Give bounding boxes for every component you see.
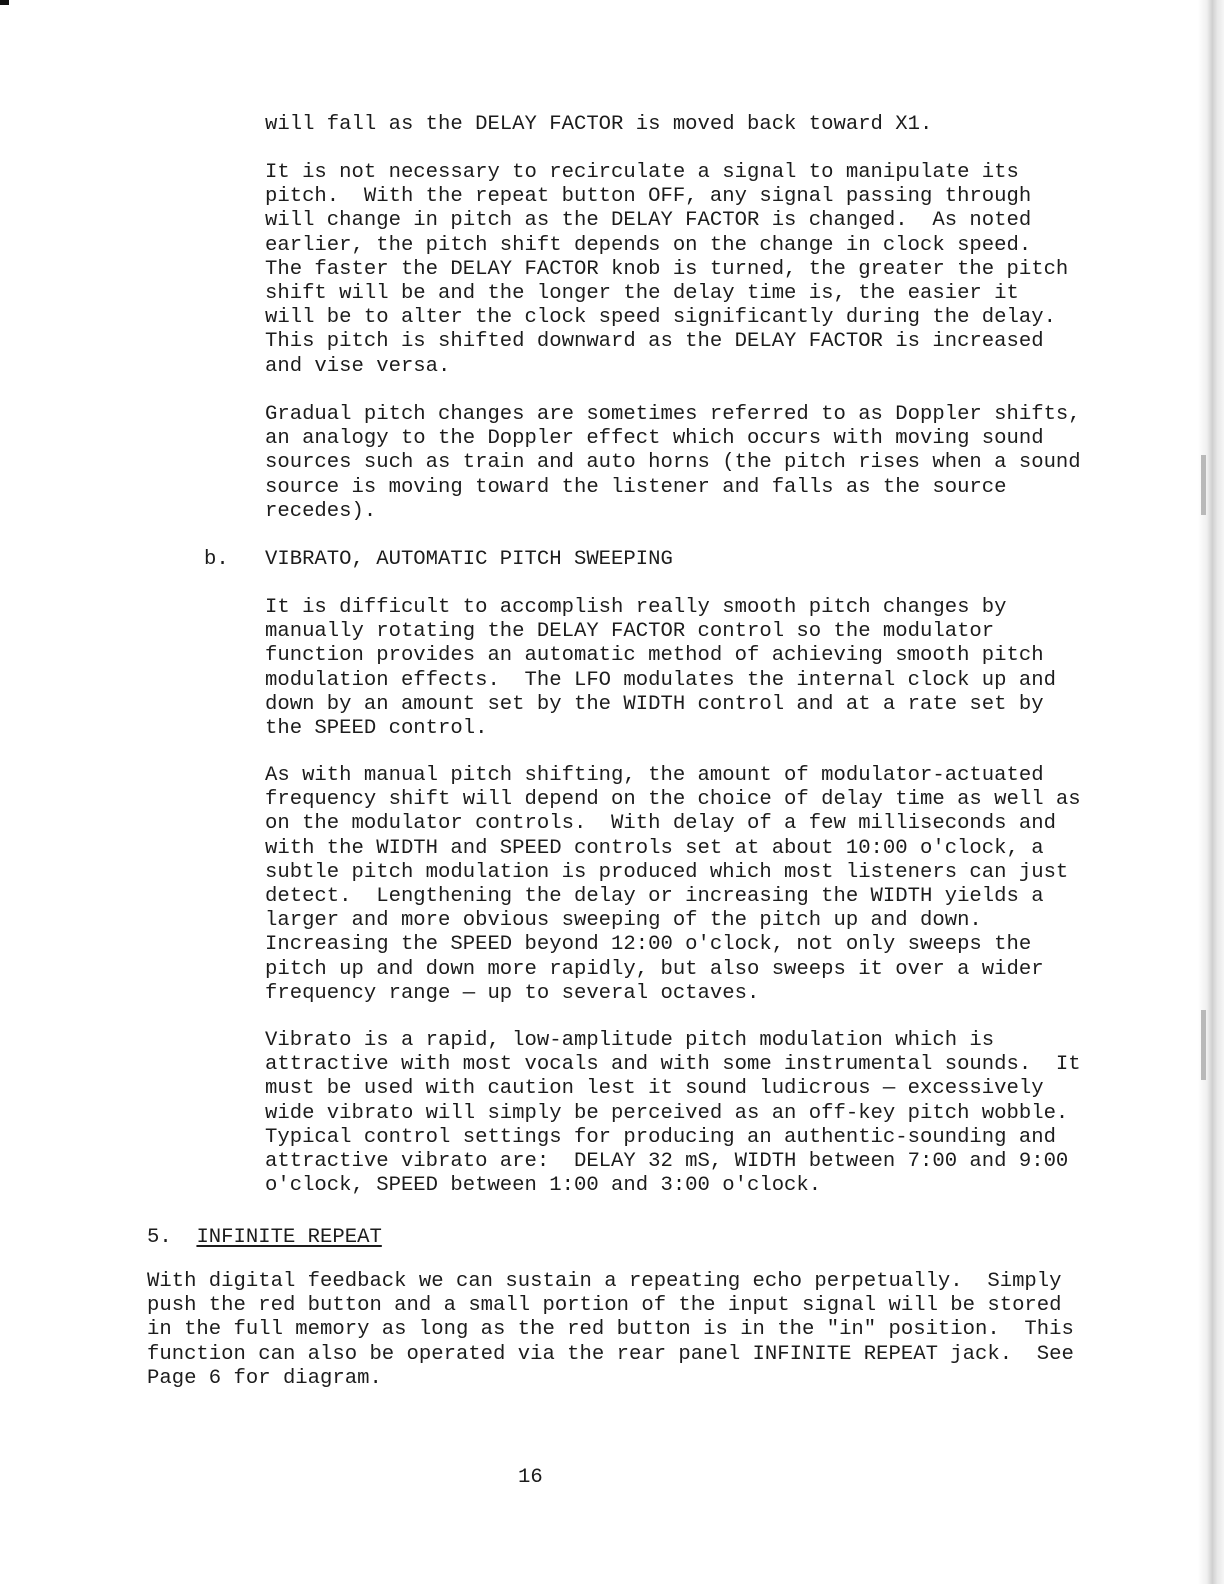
text-line: down by an amount set by the WIDTH control and at a rate set by <box>265 692 1044 716</box>
text-line: attractive with most vocals and with some instrumental sounds. It <box>265 1053 1081 1077</box>
text-line: As with manual pitch shifting, the amount of modulator-actuated <box>265 764 1044 787</box>
section-number: 5. <box>147 1226 172 1249</box>
text-line: pitch up and down more rapidly, but also sweeps it over a wider <box>265 957 1044 981</box>
text-line: will be to alter the clock speed significantly during the delay. <box>265 306 1056 330</box>
text-line: Increasing the SPEED beyond 12:00 o'clock, not only sweeps the <box>265 933 1032 957</box>
text-line: It is difficult to accomplish really smooth pitch changes by <box>265 596 1007 619</box>
text-line: frequency range — up to several octaves. <box>265 981 760 1005</box>
text-line: function provides an automatic method of achieving smooth pitch <box>265 644 1044 668</box>
text-line: It is not necessary to recirculate a signal to manipulate its <box>265 161 1019 184</box>
text-line: The faster the DELAY FACTOR knob is turned, the greater the pitch <box>265 257 1069 281</box>
section-heading <box>147 1226 382 1250</box>
text-line: earlier, the pitch shift depends on the change in clock speed. <box>265 233 1032 257</box>
text-line: Gradual pitch changes are sometimes referred to as Doppler shifts, <box>265 403 1081 426</box>
text-line: pitch. With the repeat button OFF, any signal passing through <box>265 185 1032 209</box>
text-line: must be used with caution lest it sound ludicrous — excessively <box>265 1077 1044 1101</box>
doppler-paragraph <box>265 403 1081 524</box>
text-line: o'clock, SPEED between 1:00 and 3:00 o'clock. <box>265 1174 822 1198</box>
text-line: with the WIDTH and SPEED controls set at about 10:00 o'clock, a <box>265 836 1044 860</box>
text-line: recedes). <box>265 499 377 523</box>
text-line: larger and more obvious sweeping of the pitch up and down. <box>265 909 982 933</box>
text-line: shift will be and the longer the delay time is, the easier it <box>265 282 1019 306</box>
text-line: the SPEED control. <box>265 717 488 741</box>
text-line: in the full memory as long as the red button is in the "in" position. This <box>147 1318 1074 1342</box>
text-line: on the modulator controls. With delay of a few milliseconds and <box>265 812 1056 836</box>
text-line: an analogy to the Doppler effect which occurs with moving sound <box>265 427 1044 451</box>
text-line: manually rotating the DELAY FACTOR control so the modulator <box>265 620 995 644</box>
text-line: subtle pitch modulation is produced which most listeners can just <box>265 860 1069 884</box>
subsection-letter: b. <box>204 548 229 571</box>
text-line: This pitch is shifted downward as the DELAY FACTOR is increased <box>265 330 1044 354</box>
text-line: attractive vibrato are: DELAY 32 mS, WIDTH between 7:00 and 9:00 <box>265 1150 1069 1174</box>
text-line: push the red button and a small portion of the input signal will be stored <box>147 1294 1062 1318</box>
text-line: frequency shift will depend on the choice of delay time as well as <box>265 788 1081 812</box>
section-title: INFINITE REPEAT <box>196 1226 382 1249</box>
scan-corner-mark <box>0 0 9 5</box>
manual-shift-paragraph <box>265 764 1081 1006</box>
page-binding-edge <box>1198 0 1224 1584</box>
vibrato-paragraph <box>265 1029 1081 1198</box>
text-line: will change in pitch as the DELAY FACTOR is changed. As noted <box>265 209 1032 233</box>
binding-shadow-mark <box>1201 1010 1206 1080</box>
text-line: will fall as the DELAY FACTOR is moved back toward X1. <box>265 113 933 136</box>
text-line: Vibrato is a rapid, low-amplitude pitch modulation which is <box>265 1029 995 1052</box>
text-line: function can also be operated via the rear panel INFINITE REPEAT jack. See <box>147 1342 1074 1366</box>
lfo-paragraph <box>265 596 1056 741</box>
page-number: 16 <box>518 1466 543 1489</box>
text-line: wide vibrato will simply be perceived as an off-key pitch wobble. <box>265 1101 1069 1125</box>
infinite-repeat-paragraph <box>147 1270 1074 1391</box>
subsection-title: VIBRATO, AUTOMATIC PITCH SWEEPING <box>265 548 673 571</box>
intro-paragraph <box>265 113 932 137</box>
text-line: detect. Lengthening the delay or increasing the WIDTH yields a <box>265 885 1044 909</box>
text-line: Page 6 for diagram. <box>147 1366 382 1390</box>
pitch-manual-paragraph <box>265 161 1068 379</box>
text-line: With digital feedback we can sustain a repeating echo perpetually. Simply <box>147 1270 1062 1293</box>
text-line: and vise versa. <box>265 354 451 378</box>
text-line: modulation effects. The LFO modulates the internal clock up and <box>265 668 1056 692</box>
text-line: source is moving toward the listener and falls as the source <box>265 475 1007 499</box>
binding-shadow-mark <box>1201 455 1206 515</box>
text-line: sources such as train and auto horns (the pitch rises when a sound <box>265 451 1081 475</box>
text-line: Typical control settings for producing an authentic-sounding and <box>265 1125 1056 1149</box>
